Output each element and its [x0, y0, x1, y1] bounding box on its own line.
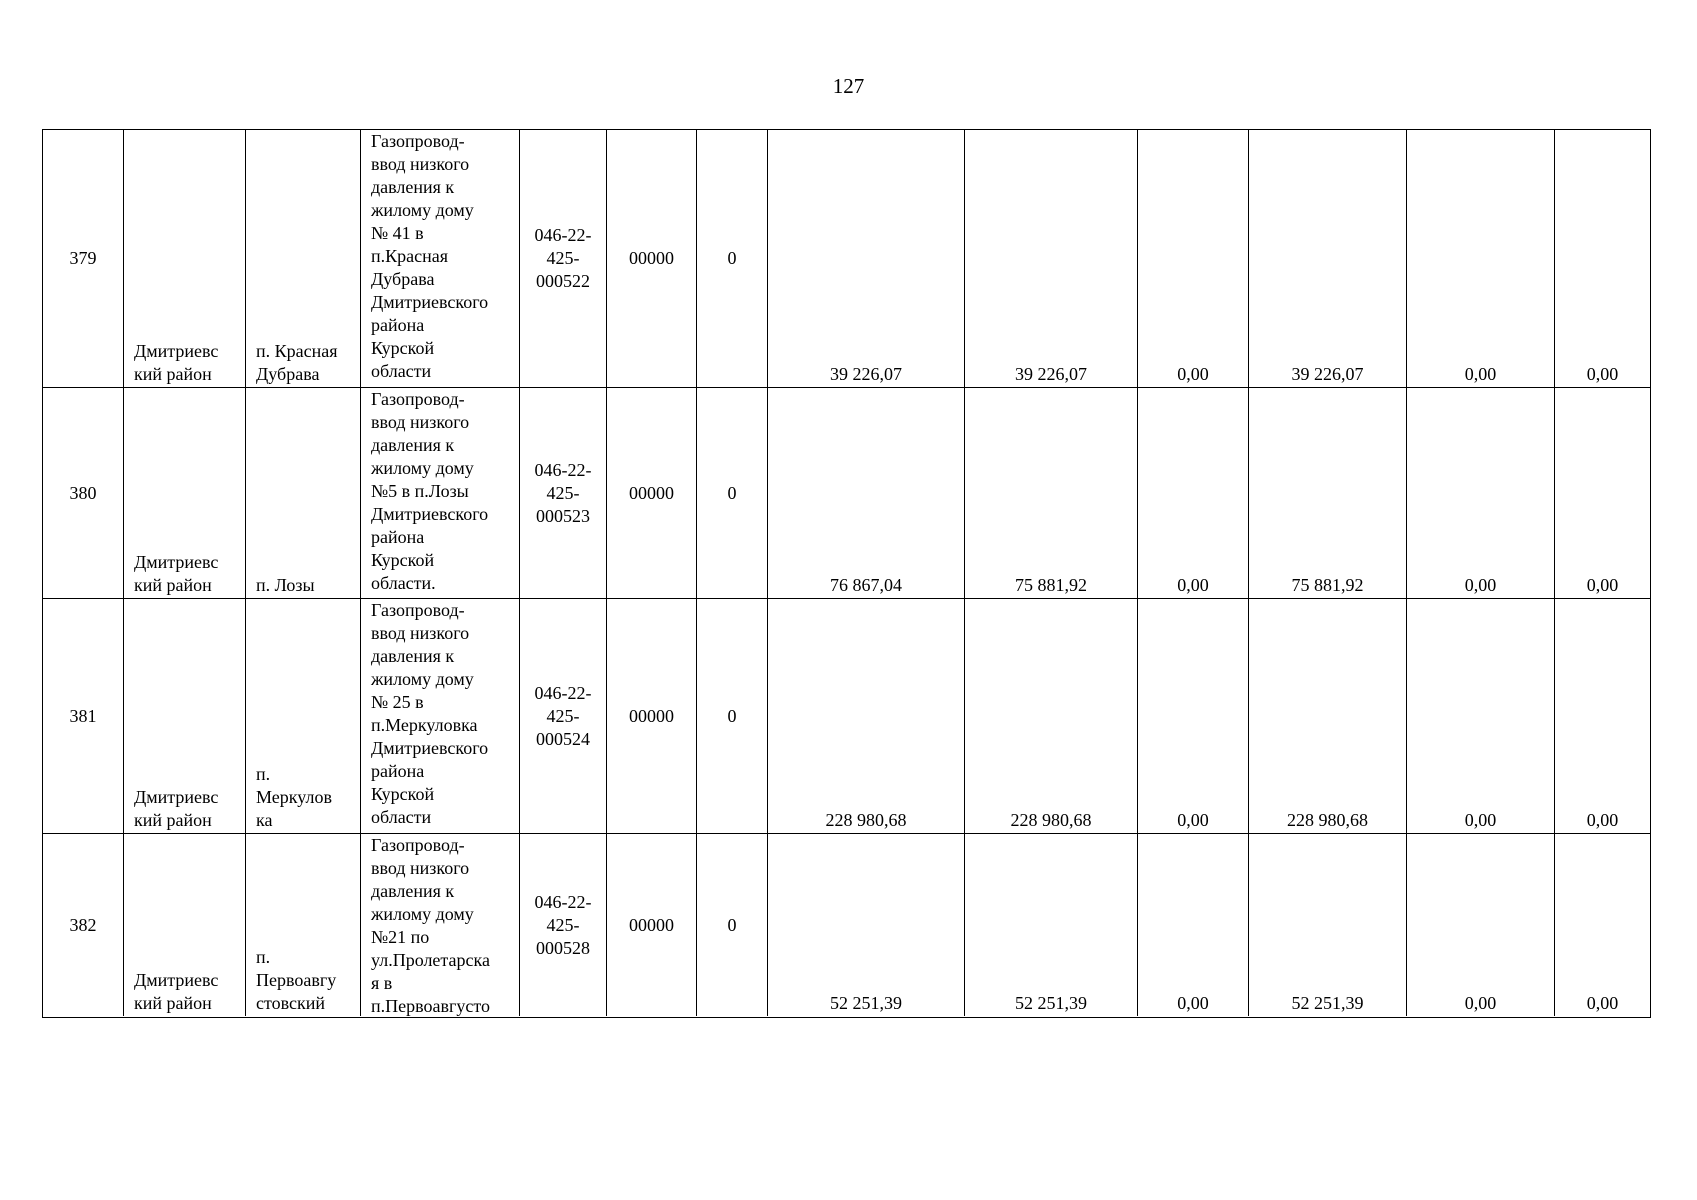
table-row [43, 388, 1650, 599]
district-text: Дмитриевс кий район [134, 970, 219, 1013]
cell-cadastral-code [520, 388, 607, 598]
cell-value-5: 0,00 [1407, 388, 1555, 598]
description-text: Газопровод- ввод низкого давления к жилому дому №5 в п.Лозы Дмитриевского района Курской области. [371, 389, 489, 593]
cell-value-6: 0,00 [1586, 575, 1619, 595]
cell-description [361, 599, 520, 833]
cell-description [361, 388, 520, 598]
cell-value-6: 0,00 [1586, 993, 1619, 1013]
cell-number: 379 [43, 130, 124, 387]
cell-value-6: 0,00 [1586, 364, 1619, 384]
table-row [43, 834, 1650, 1016]
cell-settlement [246, 834, 361, 1016]
cell-settlement [246, 599, 361, 833]
cell-value-3: 0,00 [1138, 834, 1249, 1016]
cell-value-3: 0,00 [1138, 130, 1249, 387]
cell-value-3: 0,00 [1138, 388, 1249, 598]
cell-value-1: 76 867,04 [768, 388, 965, 598]
cell-value-5: 0,00 [1407, 599, 1555, 833]
cell-settlement [246, 388, 361, 598]
cell-value-1: 52 251,39 [768, 834, 965, 1016]
cell-district [124, 130, 246, 387]
cell-value-2: 39 226,07 [965, 130, 1138, 387]
cell-code-2: 0 [697, 834, 768, 1016]
description-text: Газопровод- ввод низкого давления к жилому дому № 25 в п.Меркуловка Дмитриевского района Курской области [371, 600, 489, 827]
cell-value-5: 0,00 [1407, 130, 1555, 387]
cell-code-2: 0 [697, 388, 768, 598]
data-table [42, 129, 1651, 1018]
cell-cadastral-code [520, 834, 607, 1016]
cell-code-2: 0 [697, 599, 768, 833]
description-text: Газопровод- ввод низкого давления к жилому дому №21 по ул.Пролетарска я в п.Первоавгусто [371, 835, 490, 1016]
cell-cadastral-code [520, 130, 607, 387]
cell-value-4: 228 980,68 [1249, 599, 1407, 833]
cell-district [124, 388, 246, 598]
cell-code-1: 00000 [607, 599, 697, 833]
district-text: Дмитриевс кий район [134, 341, 219, 384]
cell-description [361, 834, 520, 1016]
cell-code-1: 00000 [607, 834, 697, 1016]
code-text: 046-22- 425- 000524 [534, 682, 592, 749]
cell-value-4: 39 226,07 [1249, 130, 1407, 387]
cell-value-1: 39 226,07 [768, 130, 965, 387]
cell-settlement [246, 130, 361, 387]
cell-cadastral-code [520, 599, 607, 833]
cell-number: 380 [43, 388, 124, 598]
cell-value-5: 0,00 [1407, 834, 1555, 1016]
cell-number: 381 [43, 599, 124, 833]
district-text: Дмитриевс кий район [134, 552, 219, 595]
cell-value-3: 0,00 [1138, 599, 1249, 833]
settlement-text: п. Лозы [256, 575, 315, 595]
cell-number: 382 [43, 834, 124, 1016]
code-text: 046-22- 425- 000522 [534, 225, 592, 291]
cell-code-1: 00000 [607, 130, 697, 387]
cell-district [124, 834, 246, 1016]
cell-value-2: 52 251,39 [965, 834, 1138, 1016]
table-row [43, 130, 1650, 388]
cell-code-1: 00000 [607, 388, 697, 598]
code-text: 046-22- 425- 000528 [534, 891, 592, 958]
cell-value-4: 52 251,39 [1249, 834, 1407, 1016]
cell-value-1: 228 980,68 [768, 599, 965, 833]
settlement-text: п. Меркулов ка [256, 764, 332, 830]
code-text: 046-22- 425- 000523 [534, 459, 592, 526]
cell-value-4: 75 881,92 [1249, 388, 1407, 598]
cell-value-2: 75 881,92 [965, 388, 1138, 598]
settlement-text: п. Первоавгу стовский [256, 947, 337, 1013]
page-number: 127 [832, 74, 865, 98]
description-text: Газопровод- ввод низкого давления к жилому дому № 41 в п.Красная Дубрава Дмитриевского района Курской области [371, 131, 489, 381]
table-row [43, 599, 1650, 834]
cell-value-6: 0,00 [1586, 810, 1619, 830]
cell-description [361, 130, 520, 387]
cell-district [124, 599, 246, 833]
settlement-text: п. Красная Дубрава [256, 341, 338, 384]
cell-value-2: 228 980,68 [965, 599, 1138, 833]
cell-code-2: 0 [697, 130, 768, 387]
district-text: Дмитриевс кий район [134, 787, 219, 830]
